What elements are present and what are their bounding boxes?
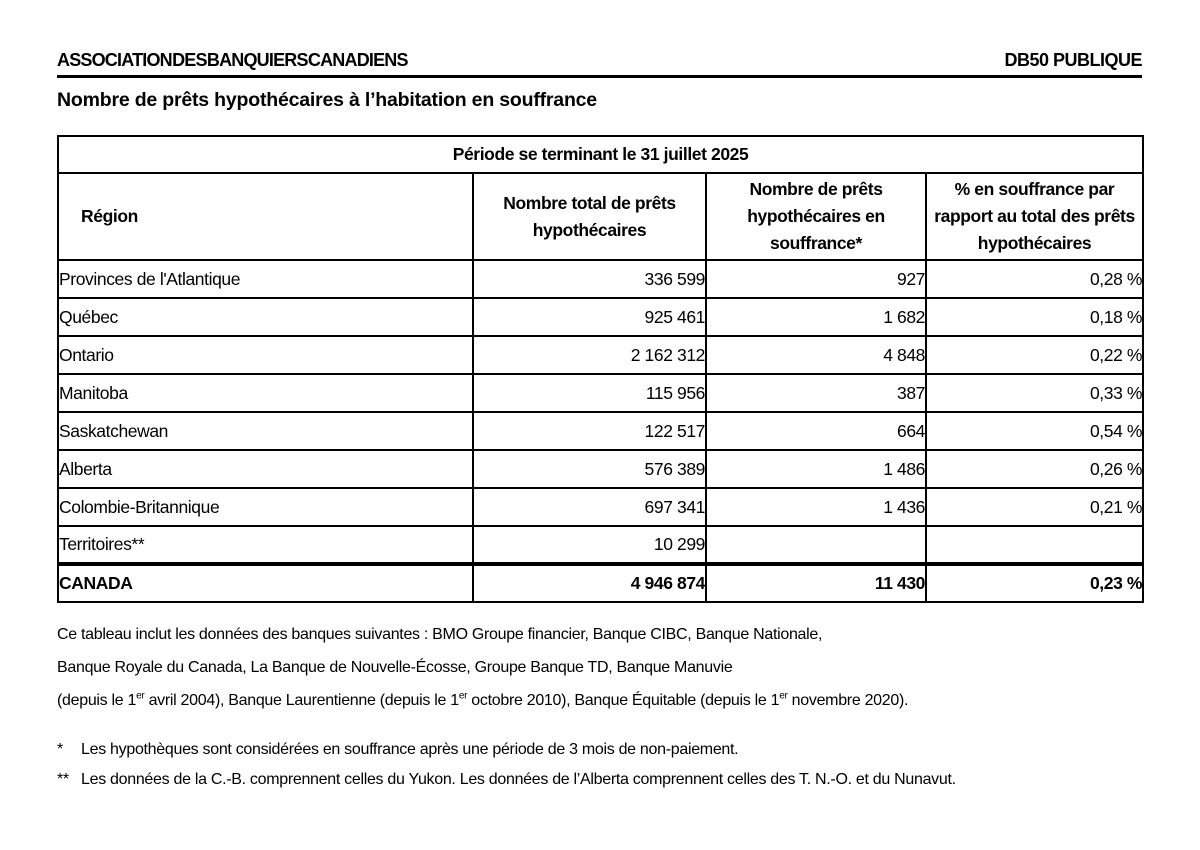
table-row-british-columbia [58, 488, 1143, 526]
arrears-cell: 11 430 [706, 564, 926, 602]
table-row-atlantic [58, 260, 1143, 298]
region-cell: Territoires** [58, 526, 473, 564]
period-header-row [58, 136, 1143, 173]
arrears-cell: 4 848 [706, 336, 926, 374]
region-cell: Provinces de l'Atlantique [58, 260, 473, 298]
column-header-percent-in-arrears: % en souffrance par rapport au total des prêts hypothécaires [926, 173, 1143, 260]
region-cell: CANADA [58, 564, 473, 602]
percent-cell: 0,21 % [926, 488, 1143, 526]
region-cell: Alberta [58, 450, 473, 488]
table-row-manitoba [58, 374, 1143, 412]
arrears-cell: 1 682 [706, 298, 926, 336]
mortgage-arrears-table [57, 135, 1144, 603]
percent-cell: 0,22 % [926, 336, 1143, 374]
arrears-cell: 387 [706, 374, 926, 412]
note-segment: (depuis le 1 [57, 692, 137, 710]
note-line-3 [57, 691, 1142, 710]
column-header-row [58, 173, 1143, 260]
document-reference: DB50 PUBLIQUE [1004, 50, 1142, 70]
arrears-cell: 1 486 [706, 450, 926, 488]
organization-name: ASSOCIATION DES BANQUIERS CANADIENS [57, 50, 408, 70]
footnote-text: Les hypothèques sont considérées en souffrance après une période de 3 mois de non-paiement. [81, 741, 739, 759]
footnotes [57, 740, 1142, 789]
column-header-total-loans: Nombre total de prêts hypothécaires [473, 173, 706, 260]
column-header-loans-in-arrears: Nombre de prêts hypothécaires en souffrance* [706, 173, 926, 260]
table-row-territories [58, 526, 1143, 564]
arrears-cell: 1 436 [706, 488, 926, 526]
column-header-region: Région [58, 173, 473, 260]
percent-cell: 0,18 % [926, 298, 1143, 336]
total-cell: 697 341 [473, 488, 706, 526]
total-cell: 10 299 [473, 526, 706, 564]
footnote-territories-definition [57, 770, 1142, 789]
period-header: Période se terminant le 31 juillet 2025 [58, 136, 1143, 173]
percent-cell: 0,54 % [926, 412, 1143, 450]
percent-cell: 0,23 % [926, 564, 1143, 602]
percent-cell: 0,33 % [926, 374, 1143, 412]
footnote-marker: * [57, 741, 63, 759]
region-cell: Manitoba [58, 374, 473, 412]
bank-inclusion-note [57, 625, 1142, 710]
total-cell: 336 599 [473, 260, 706, 298]
table-row-quebec [58, 298, 1143, 336]
footnote-marker: ** [57, 771, 69, 789]
percent-cell: 0,26 % [926, 450, 1143, 488]
ordinal-superscript: er [136, 691, 145, 703]
ordinal-superscript: er [779, 691, 788, 703]
total-cell: 2 162 312 [473, 336, 706, 374]
masthead [57, 50, 1142, 78]
total-row-canada [58, 564, 1143, 602]
region-cell: Colombie-Britannique [58, 488, 473, 526]
total-cell: 115 956 [473, 374, 706, 412]
region-cell: Saskatchewan [58, 412, 473, 450]
note-line-2: Banque Royale du Canada, La Banque de Nouvelle-Écosse, Groupe Banque TD, Banque Manuvie [57, 659, 733, 677]
total-cell: 4 946 874 [473, 564, 706, 602]
table-row-alberta [58, 450, 1143, 488]
percent-cell [926, 526, 1143, 564]
total-cell: 925 461 [473, 298, 706, 336]
total-cell: 122 517 [473, 412, 706, 450]
footnote-text: Les données de la C.-B. comprennent celles du Yukon. Les données de l’Alberta comprennent celles des T. N.-O. et du Nunavut. [81, 771, 956, 789]
table-row-ontario [58, 336, 1143, 374]
ordinal-superscript: er [458, 691, 468, 703]
arrears-cell [706, 526, 926, 564]
note-segment: avril 2004), Banque Laurentienne (depuis le 1 [144, 692, 459, 710]
region-cell: Québec [58, 298, 473, 336]
arrears-cell: 664 [706, 412, 926, 450]
footnote-arrears-definition [57, 740, 1142, 759]
table-row-saskatchewan [58, 412, 1143, 450]
arrears-cell: 927 [706, 260, 926, 298]
page-title: Nombre de prêts hypothécaires à l’habitation en souffrance [57, 89, 597, 111]
total-cell: 576 389 [473, 450, 706, 488]
note-line-1: Ce tableau inclut les données des banques suivantes : BMO Groupe financier, Banque CIBC, Banque Nationale, [57, 626, 823, 644]
region-cell: Ontario [58, 336, 473, 374]
percent-cell: 0,28 % [926, 260, 1143, 298]
note-segment: octobre 2010), Banque Équitable (depuis le 1 [467, 692, 780, 710]
note-segment: novembre 2020). [787, 692, 909, 710]
